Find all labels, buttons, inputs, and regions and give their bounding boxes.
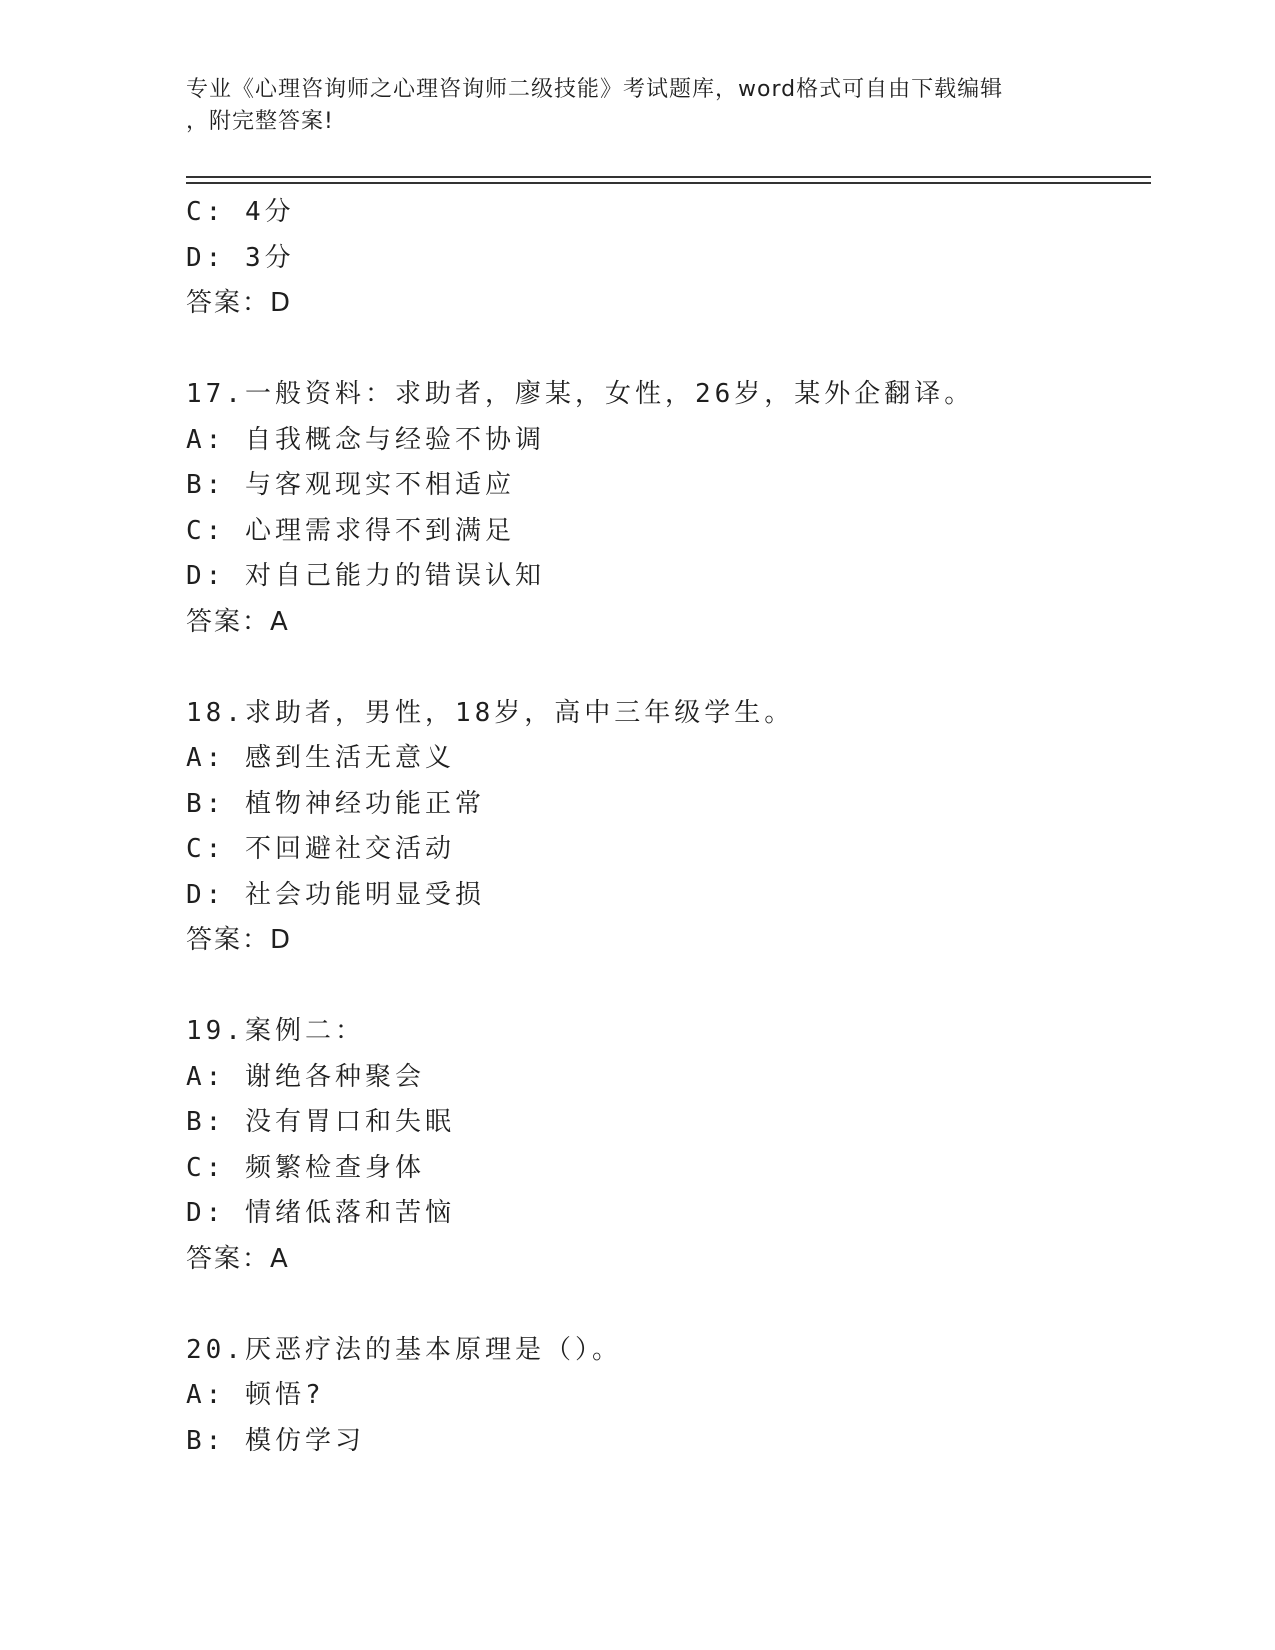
blank-line (186, 964, 1146, 1010)
question-20 (186, 1328, 1146, 1465)
question-text: 17.一般资料：求助者，廖某，女性，26岁，某外企翻译。 (186, 379, 975, 409)
question-text: 20.厌恶疗法的基本原理是（）。 (186, 1334, 622, 1365)
option-c: C: 频繁检查身体 (186, 1152, 425, 1183)
option-a: A: 谢绝各种聚会 (186, 1061, 425, 1092)
question-list (186, 190, 1146, 1464)
question-text: 19.案例二： (186, 1016, 365, 1046)
question-text: 18.求助者，男性，18岁，高中三年级学生。 (186, 697, 795, 728)
option-b: B: 模仿学习 (186, 1425, 365, 1456)
option-b: B: 没有胃口和失眠 (186, 1107, 455, 1137)
blank-line (186, 645, 1146, 691)
option-c: C: 4分 (186, 197, 295, 227)
option-d: D: 情绪低落和苦恼 (186, 1198, 455, 1228)
header-line-1: 专业《心理咨询师之心理咨询师二级技能》考试题库，word格式可自由下载编辑 (186, 77, 1004, 102)
option-c: C: 不回避社交活动 (186, 834, 455, 864)
option-a: A: 顿悟? (186, 1380, 325, 1410)
option-c: C: 心理需求得不到满足 (186, 515, 515, 546)
answer-line: 答案：A (186, 606, 290, 637)
answer-line: 答案：D (186, 288, 293, 318)
header-divider-bottom (186, 182, 1151, 184)
option-a: A: 感到生活无意义 (186, 743, 455, 773)
blank-line (186, 327, 1146, 373)
question-16 (186, 190, 1146, 327)
option-b: B: 与客观现实不相适应 (186, 470, 515, 500)
document-header (186, 74, 1066, 138)
option-a: A: 自我概念与经验不协调 (186, 424, 545, 455)
header-divider-top (186, 176, 1151, 178)
question-18 (186, 691, 1146, 964)
option-d: D: 对自己能力的错误认知 (186, 561, 545, 591)
question-17 (186, 372, 1146, 645)
answer-line: 答案：A (186, 1243, 290, 1274)
blank-line (186, 1282, 1146, 1328)
option-b: B: 植物神经功能正常 (186, 788, 485, 819)
question-19 (186, 1009, 1146, 1282)
option-d: D: 3分 (186, 242, 295, 273)
header-line-2: ，附完整答案! (186, 109, 334, 134)
option-d: D: 社会功能明显受损 (186, 879, 485, 910)
answer-line: 答案：D (186, 925, 293, 955)
